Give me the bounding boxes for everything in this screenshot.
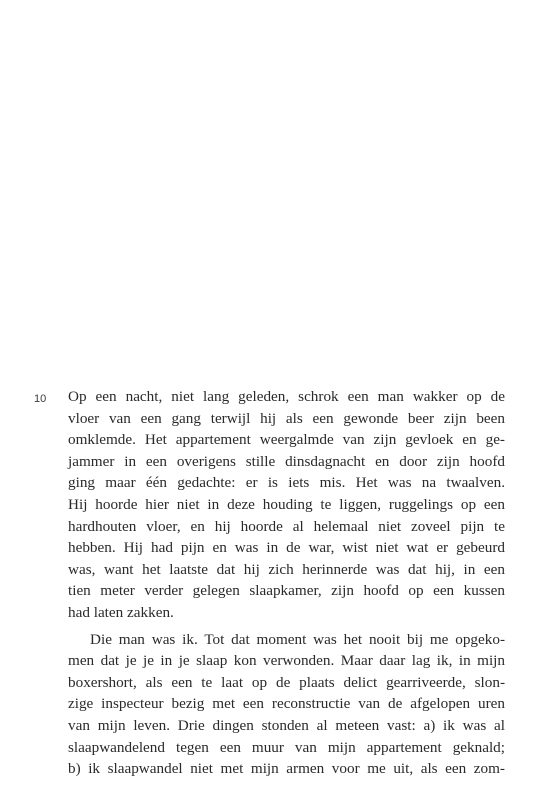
text-line: omklemde. Het appartement weergalmde van zijn gevloek en ge-: [68, 431, 505, 449]
text-line: van mijn leven. Drie dingen stonden al meteen vast: a) ik was al: [68, 716, 505, 734]
text-line: had laten zakken.: [68, 603, 174, 621]
text-line: slaapwandelend tegen een muur van mijn appartement geknald;: [68, 738, 505, 756]
text-line: b) ik slaapwandel niet met mijn armen voor me uit, als een zom-: [68, 760, 505, 778]
page-number: 10: [34, 393, 47, 405]
text-line: zige inspecteur bezig met een reconstructie van de afgelopen uren: [68, 695, 505, 713]
text-line: jammer in een overigens stille dinsdagnacht en door zijn hoofd: [68, 452, 505, 470]
body-text: [68, 386, 505, 780]
paragraph-1: [68, 386, 505, 624]
text-line: ging maar één gedachte: er is iets mis. Het was na twaalven.: [68, 474, 505, 492]
text-line: boxershort, als een te laat op de plaats delict gearriveerde, slon-: [68, 673, 505, 691]
text-line: hebben. Hij had pijn en was in de war, wist niet wat er gebeurd: [68, 539, 505, 557]
text-line: tien meter verder gelegen slaapkamer, zijn hoofd op een kussen: [68, 582, 505, 600]
text-line: vloer van een gang terwijl hij als een gewonde beer zijn been: [68, 409, 505, 427]
paragraph-2: [68, 629, 505, 780]
text-line: Hij hoorde hier niet in deze houding te liggen, ruggelings op een: [68, 495, 505, 513]
text-line: was, want het laatste dat hij zich herinnerde was dat hij, in een: [68, 560, 505, 578]
text-line: Op een nacht, niet lang geleden, schrok een man wakker op de: [68, 388, 505, 405]
text-line: men dat je je in je slaap kon verwonden. Maar daar lag ik, in mijn: [68, 652, 505, 670]
text-line: Die man was ik. Tot dat moment was het nooit bij me opgeko-: [90, 630, 505, 648]
text-line: hardhouten vloer, en hij hoorde al helemaal niet zoveel pijn te: [68, 517, 505, 535]
